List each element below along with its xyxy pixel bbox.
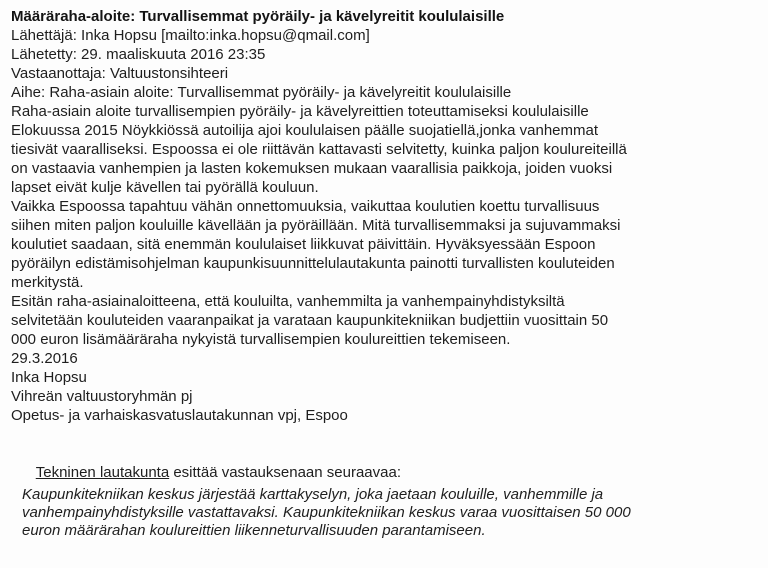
board-name-underlined: Tekninen lautakunta <box>35 464 170 481</box>
email-body-line: Esitän raha-asiainaloitteena, että kouluilta, vanhemmilta ja vanhempainyhdistyksiltä <box>11 293 565 310</box>
email-body-line: Raha-asiain aloite turvallisempien pyöräily- ja kävelyreittien toteuttamiseksi koululaisille <box>11 103 589 120</box>
board-response-paragraph <box>11 486 754 540</box>
email-body-line: koulutiet saadaan, sitä enemmän koululaiset liikkuvat päivittäin. Hyväksyessään Espoon <box>11 236 596 253</box>
board-response-lead <box>11 444 754 481</box>
email-header-subject: Aihe: Raha-asiain aloite: Turvallisemmat pyöräily- ja kävelyreitit koululaisille <box>11 84 512 101</box>
email-body-line: tiesivät vaaralliseksi. Espoossa ei ole riittävän kattavasti selvitetty, kuinka paljon koulureiteillä <box>11 141 627 158</box>
signature-role-group: Vihreän valtuustoryhmän pj <box>11 388 193 405</box>
signature-name: Inka Hopsu <box>11 369 87 386</box>
email-subject-title: Määräraha-aloite: Turvallisemmat pyöräily- ja kävelyreitit koululaisille <box>11 8 505 25</box>
email-body-line: selvitetään kouluteiden vaaranpaikat ja varataan kaupunkitekniikan budjettiin vuosittain 50 <box>11 312 609 329</box>
board-response-lead-rest: esittää vastauksenaan seuraavaa: <box>169 464 401 481</box>
email-body-line: merkitystä. <box>11 274 84 291</box>
email-body-line: 000 euron lisämääräraha nykyistä turvallisempien koulureittien tekemiseen. <box>11 331 511 348</box>
email-body-line: Elokuussa 2015 Nöykkiössä autoilija ajoi koululaisen päälle suojatiellä,jonka vanhemmat <box>11 122 599 139</box>
email-body-line: Vaikka Espoossa tapahtuu vähän onnettomuuksia, vaikuttaa koulutien koettu turvallisuus <box>11 198 600 215</box>
response-line: vanhempainyhdistyksille vastattavaksi. Kaupunkitekniikan keskus varaa vuosittaisen 50 000 <box>22 504 631 521</box>
email-signature <box>11 349 754 425</box>
email-body <box>11 102 754 349</box>
email-body-line: siihen miten paljon kouluille kävellään ja pyöräillään. Mitä turvallisemmaksi ja sujuvammaksi <box>11 217 621 234</box>
response-line: Kaupunkitekniikan keskus järjestää karttakyselyn, joka jaetaan kouluille, vanhemmille ja <box>22 486 604 503</box>
signature-role-board: Opetus- ja varhaiskasvatuslautakunnan vpj, Espoo <box>11 407 348 424</box>
email-header-sent: Lähetetty: 29. maaliskuuta 2016 23:35 <box>11 46 266 63</box>
email-body-line: pyöräilyn edistämisohjelman kaupunkisuunnittelulautakunta painotti turvallisten kouluteiden <box>11 255 615 272</box>
email-body-line: lapset eivät kulje kävellen tai pyörällä kouluun. <box>11 179 319 196</box>
email-header-from: Lähettäjä: Inka Hopsu [mailto:inka.hopsu@qmail.com] <box>11 27 370 44</box>
response-line: euron määrärahan koulureittien liikenneturvallisuuden parantamiseen. <box>22 522 486 539</box>
email-header-to: Vastaanottaja: Valtuustonsihteeri <box>11 65 229 82</box>
signature-date: 29.3.2016 <box>11 350 78 367</box>
email-body-line: on vastaavia vanhempien ja lasten kokemuksen mukaan vaarallisia paikkoja, joiden vuoksi <box>11 160 613 177</box>
